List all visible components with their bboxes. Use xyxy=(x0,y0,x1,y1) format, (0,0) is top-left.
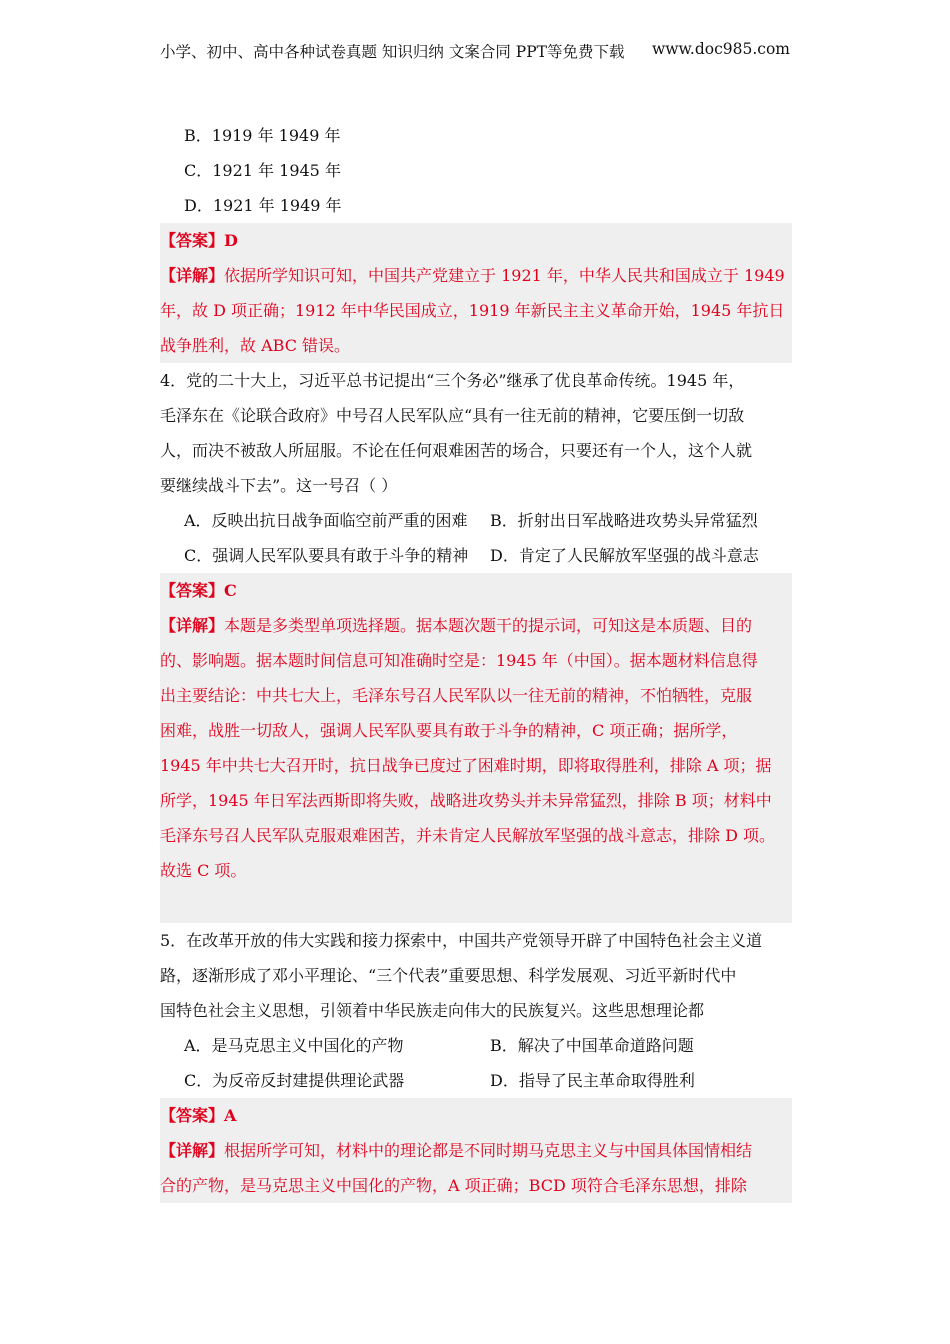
q4-option-d: D．肯定了人民解放军坚强的战斗意志 xyxy=(490,546,759,565)
q4-detail-line: 1945 年中共七大召开时，抗日战争已度过了困难时期，即将取得胜利，排除 A 项；据 xyxy=(160,756,772,775)
q5-answer: A xyxy=(224,1106,237,1125)
q5-stem-line: 5．在改革开放的伟大实践和接力探索中，中国共产党领导开辟了中国特色社会主义道 xyxy=(160,931,763,950)
q4-options-row xyxy=(160,503,792,538)
q4-detail-line: 的、影响题。据本题时间信息可知准确时空是：1945 年（中国）。据本题材料信息得 xyxy=(160,651,758,670)
q4-detail-tag: 【详解】 xyxy=(160,616,225,635)
q4-options-row xyxy=(160,538,792,573)
q4-detail-line: 故选 C 项。 xyxy=(160,861,247,880)
q4-answer-tag: 【答案】 xyxy=(160,581,225,600)
q5-option-a: A．是马克思主义中国化的产物 xyxy=(184,1036,404,1055)
q5-answer-line xyxy=(160,1098,792,1133)
answer-block-padding xyxy=(160,888,792,923)
q5-detail-tag: 【详解】 xyxy=(160,1141,225,1160)
q4-stem-line: 4．党的二十大上，习近平总书记提出“三个务必”继承了优良革命传统。1945 年， xyxy=(160,371,745,390)
q3-answer-tag: 【答案】 xyxy=(160,231,225,250)
q5-detail-line xyxy=(160,1133,792,1168)
header-left-text: 小学、初中、高中各种试卷真题 知识归纳 文案合同 PPT等免费下载 xyxy=(160,43,625,61)
q4-detail-line: 困难，战胜一切敌人，强调人民军队要具有敢于斗争的精神，C 项正确；据所学， xyxy=(160,721,738,740)
q5-option-d: D．指导了民主革命取得胜利 xyxy=(490,1071,695,1090)
q5-option-c: C．为反帝反封建提供理论武器 xyxy=(184,1071,405,1090)
q5-detail-line: 合的产物，是马克思主义中国化的产物，A 项正确；BCD 项符合毛泽东思想，排除 xyxy=(160,1176,747,1195)
q5-options-row xyxy=(160,1063,792,1098)
q5-stem-line: 路，逐渐形成了邓小平理论、“三个代表”重要思想、科学发展观、习近平新时代中 xyxy=(160,966,737,985)
page-header xyxy=(160,40,790,62)
q3-option-b: B．1919 年 1949 年 xyxy=(184,126,341,145)
q4-detail-text: 本题是多类型单项选择题。据本题次题干的提示词，可知这是本质题、目的 xyxy=(224,616,753,635)
q4-detail-line: 毛泽东号召人民军队克服艰难困苦，并未肯定人民解放军坚强的战斗意志，排除 D 项。 xyxy=(160,826,776,845)
q3-answer-line xyxy=(160,223,792,258)
q5-stem-line: 国特色社会主义思想，引领着中华民族走向伟大的民族复兴。这些思想理论都 xyxy=(160,1001,705,1020)
q3-option-c: C．1921 年 1945 年 xyxy=(184,161,341,180)
q4-option-a: A．反映出抗日战争面临空前严重的困难 xyxy=(184,511,468,530)
q4-option-c: C．强调人民军队要具有敢于斗争的精神 xyxy=(184,546,469,565)
q4-detail-line: 所学，1945 年日军法西斯即将失败，战略进攻势头并未异常猛烈，排除 B 项；材料中 xyxy=(160,791,772,810)
q3-detail-text: 依据所学知识可知，中国共产党建立于 1921 年，中华人民共和国成立于 1949 xyxy=(224,266,785,285)
q4-answer-block xyxy=(160,573,792,923)
q4-option-b: B．折射出日军战略进攻势头异常猛烈 xyxy=(490,511,758,530)
q3-answer: D xyxy=(224,231,238,250)
q3-detail-tag: 【详解】 xyxy=(160,266,225,285)
q5-options-row xyxy=(160,1028,792,1063)
q3-detail-line xyxy=(160,258,792,293)
q4-stem-line: 毛泽东在《论联合政府》中号召人民军队应“具有一往无前的精神，它要压倒一切敌 xyxy=(160,406,745,425)
q4-answer: C xyxy=(224,581,237,600)
q4-stem-line: 人，而决不被敌人所屈服。不论在任何艰难困苦的场合，只要还有一个人，这个人就 xyxy=(160,441,753,460)
q4-detail-line: 出主要结论：中共七大上，毛泽东号召人民军队以一往无前的精神，不怕牺牲，克服 xyxy=(160,686,753,705)
q5-answer-block xyxy=(160,1098,792,1203)
q4-answer-line xyxy=(160,573,792,608)
q5-answer-tag: 【答案】 xyxy=(160,1106,225,1125)
q5-option-b: B．解决了中国革命道路问题 xyxy=(490,1036,694,1055)
q4-detail-line xyxy=(160,608,792,643)
q3-detail-line: 战争胜利，故 ABC 错误。 xyxy=(160,336,351,355)
q3-option-d: D．1921 年 1949 年 xyxy=(184,196,342,215)
q5-detail-text: 根据所学可知，材料中的理论都是不同时期马克思主义与中国具体国情相结 xyxy=(224,1141,753,1160)
header-website: www.doc985.com xyxy=(651,40,790,58)
q3-detail-line: 年，故 D 项正确；1912 年中华民国成立，1919 年新民主主义革命开始，1945 年抗日 xyxy=(160,301,785,320)
q3-answer-block xyxy=(160,223,792,363)
q4-stem-line: 要继续战斗下去”。这一号召（ ） xyxy=(160,476,398,495)
document-body xyxy=(160,118,792,1203)
